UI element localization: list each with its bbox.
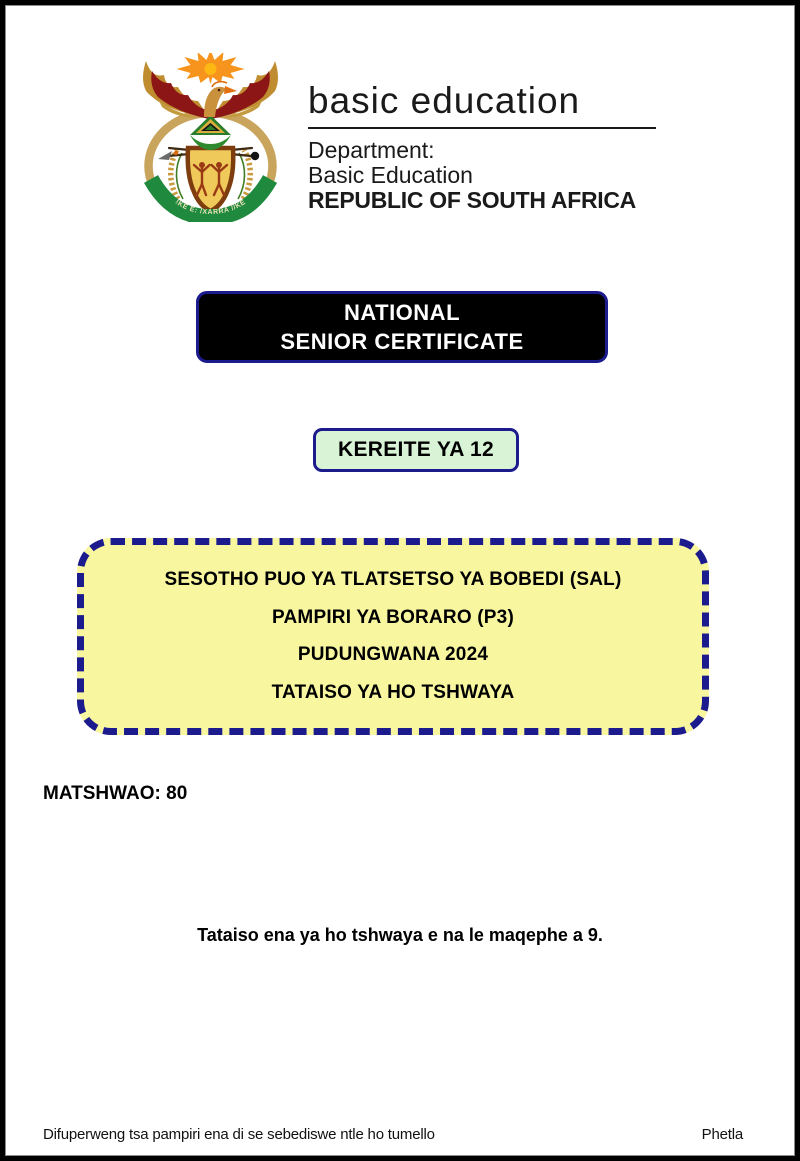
certificate-banner bbox=[196, 291, 608, 363]
emblem-sun bbox=[177, 53, 245, 84]
pages-note: Tataiso ena ya ho tshwaya e na le maqephe a 9. bbox=[197, 925, 603, 945]
brand-title: basic education bbox=[308, 80, 581, 121]
certificate-banner-line2: SENIOR CERTIFICATE bbox=[280, 329, 524, 354]
department-header bbox=[308, 81, 688, 213]
south-africa-coat-of-arms bbox=[138, 53, 283, 222]
certificate-banner-line1: NATIONAL bbox=[343, 300, 461, 325]
footer-turn-over-label: Phetla bbox=[701, 1126, 743, 1143]
footer-copyright-note: Difuperweng tsa pampiri ena di se sebediswe ntle ho tumello bbox=[43, 1126, 435, 1143]
exam-info-box bbox=[77, 538, 709, 735]
exam-guideline-line: TATAISO YA HO TSHWAYA bbox=[271, 681, 515, 703]
grade-label: KEREITE YA 12 bbox=[337, 438, 495, 461]
exam-date-line: PUDUNGWANA 2024 bbox=[297, 644, 489, 666]
grade-banner bbox=[313, 428, 519, 472]
department-name: Basic Education bbox=[308, 161, 473, 188]
country-name: REPUBLIC OF SOUTH AFRICA bbox=[308, 186, 636, 213]
page-footer bbox=[43, 1126, 743, 1143]
exam-subject-line: SESOTHO PUO YA TLATSETSO YA BOBEDI (SAL) bbox=[164, 569, 622, 590]
department-label: Department: bbox=[308, 136, 435, 163]
brand-underline bbox=[308, 127, 656, 129]
emblem-motto-text: !KE E: /XARRA //KE bbox=[173, 198, 248, 217]
exam-paper-line: PAMPIRI YA BORARO (P3) bbox=[272, 606, 514, 628]
marks-label: MATSHWAO: 80 bbox=[43, 783, 188, 804]
